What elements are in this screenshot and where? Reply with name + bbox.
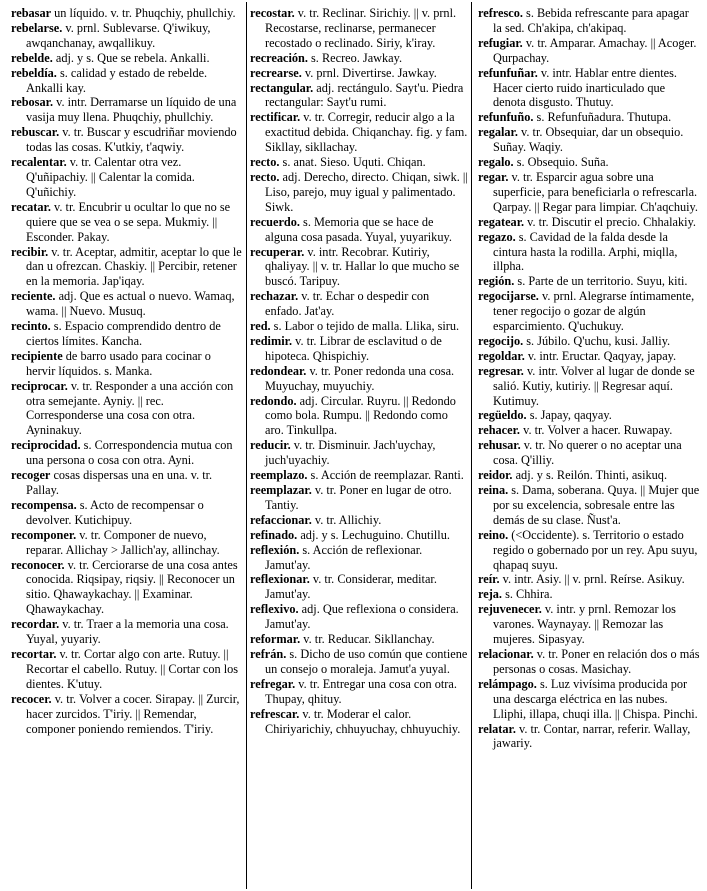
entry-definition: v. intr. y prnl. Remozar los varones. Waynayay. || Remozar las mujeres. Sipasyay.: [493, 602, 676, 647]
entry-headword: recipiente: [11, 348, 63, 363]
entry-definition: s. Labor o tejido de malla. Llika, siru.: [270, 319, 460, 334]
dictionary-entry: [478, 125, 700, 155]
dictionary-entry: [250, 468, 468, 483]
dictionary-entry: [478, 66, 700, 111]
dictionary-entry: [478, 587, 700, 602]
dictionary-entry: [250, 51, 468, 66]
entry-definition: v. tr. Echar o despedir con enfado. Jat'ay.: [265, 289, 430, 319]
entry-headword: refregar.: [250, 676, 296, 691]
entry-definition: v. intr. Recobrar. Kutiriy, qhaliyay. || v. tr. Hallar lo que mucho se buscó. Taripuy.: [265, 244, 460, 289]
entry-headword: recinto.: [11, 319, 51, 334]
dictionary-entry: [250, 81, 468, 111]
entry-headword: relámpago.: [478, 676, 537, 691]
entry-headword: recortar.: [11, 646, 57, 661]
entry-headword: rehusar.: [478, 438, 521, 453]
entry-headword: recoger: [11, 468, 51, 483]
dictionary-entry: [250, 707, 468, 737]
entry-headword: rectificar.: [250, 110, 301, 125]
entry-headword: regalar.: [478, 125, 518, 140]
entry-headword: recomponer.: [11, 527, 77, 542]
entry-definition: s. anat. Sieso. Uquti. Chiqan.: [279, 155, 426, 170]
entry-definition: v. tr. Poner en relación dos o más personas o cosas. Masichay.: [493, 646, 700, 676]
entry-definition: s. Correspondencia mutua con una persona o cosa con otra. Ayni.: [26, 438, 233, 468]
entry-definition: s. Parte de un territorio. Suyu, kiti.: [514, 274, 688, 289]
dictionary-entry: [11, 558, 243, 618]
dictionary-entry: [11, 200, 243, 245]
entry-headword: refresco.: [478, 6, 523, 20]
entry-definition: v. tr. Amparar. Amachay. || Acoger. Qurpachay.: [493, 35, 697, 65]
entry-headword: recrearse.: [250, 65, 302, 80]
dictionary-entry: [250, 438, 468, 468]
column-divider: [471, 2, 472, 889]
entry-definition: v. intr. Hablar entre dientes. Hacer cierto ruido inarticulado que denota disgusto. Thutuy.: [493, 65, 678, 110]
entry-definition: v. tr. Librar de esclavitud o de hipoteca. Qhispichiy.: [265, 333, 442, 363]
dictionary-entry: [478, 423, 700, 438]
entry-definition: (<Occidente). s. Territorio o estado regido o gobernado por un rey. Apu suyu, qhapaq suyu.: [493, 527, 698, 572]
dictionary-entry: [11, 379, 243, 439]
entry-headword: reina.: [478, 483, 509, 497]
dictionary-entry: [11, 245, 243, 290]
entry-definition: v. tr. No querer o no aceptar una cosa. Q'illiy.: [493, 438, 682, 468]
dictionary-entry: [478, 334, 700, 349]
entry-definition: v. tr. Cortar algo con arte. Rutuy. || Recortar el cabello. Rutuy. || Cortar con los dientes. K'utuy.: [26, 646, 239, 691]
entry-definition: v. tr. Cerciorarse de una cosa antes conocida. Riqsipay, riqsiy. || Reconocer un sitio. Qhawaykachay. || Examinar. Qhawaykachay.: [26, 557, 238, 617]
entry-headword: recuperar.: [250, 244, 305, 259]
dictionary-entry: [250, 647, 468, 677]
entry-headword: reciprocar.: [11, 378, 68, 393]
dictionary-entry: [478, 274, 700, 289]
dictionary-entry: [478, 349, 700, 364]
entry-headword: recibir.: [11, 244, 49, 259]
dictionary-entry: [478, 230, 700, 275]
entry-definition: s. Recreo. Jawkay.: [307, 50, 403, 65]
entry-headword: regatear.: [478, 214, 525, 229]
entry-definition: adj. rectángulo. Sayt'u. Piedra rectangular: Sayt'u rumi.: [265, 80, 464, 110]
entry-headword: relacionar.: [478, 646, 534, 661]
dictionary-entry: [478, 6, 700, 36]
entry-headword: refunfuño.: [478, 110, 534, 125]
dictionary-entry: [11, 289, 243, 319]
dictionary-entry: [11, 528, 243, 558]
dictionary-entry: [250, 6, 468, 51]
dictionary-entry: [478, 170, 700, 215]
entry-headword: reflexionar.: [250, 572, 310, 587]
dictionary-entry: [478, 722, 700, 752]
dictionary-entry: [11, 125, 243, 155]
entry-definition: v. tr. Poner redonda una cosa. Muyuchay, muyuchiy.: [265, 363, 455, 393]
entry-headword: regalo.: [478, 155, 514, 170]
entry-headword: recreación.: [250, 50, 308, 65]
entry-headword: recuerdo.: [250, 214, 300, 229]
dictionary-entry: [11, 95, 243, 125]
dictionary-entry: [250, 543, 468, 573]
entry-headword: redondear.: [250, 363, 307, 378]
dictionary-entry: [11, 66, 243, 96]
dictionary-entry: [250, 632, 468, 647]
entry-definition: v. prnl. Sublevarse. Q'iwikuy, awqanchanay, awqallikuy.: [26, 20, 211, 50]
entry-definition: s. Acción de reflexionar. Jamut'ay.: [265, 542, 423, 572]
entry-definition: v. tr. Encubrir u ocultar lo que no se quiere que se vea o se sepa. Mukmiy. || Esconder. Pakay.: [26, 199, 231, 244]
entry-definition: v. tr. Considerar, meditar. Jamut'ay.: [265, 572, 437, 602]
entry-headword: refrescar.: [250, 706, 300, 721]
entry-headword: regresar.: [478, 363, 524, 378]
dictionary-entry: [478, 572, 700, 587]
entry-definition: s. Cavidad de la falda desde la cintura hasta la rodilla. Arphi, miqlla, illpha.: [493, 229, 678, 274]
entry-definition: v. tr. Responder a una acción con otra semejante. Ayniy. || rec. Corresponderse una cosa con otra. Ayninakuy.: [26, 378, 234, 438]
entry-definition: v. tr. Aceptar, admitir, aceptar lo que le dan u ofrezcan. Chaskiy. || Percibir, retener en la memoria. Jap'iqay.: [26, 244, 242, 289]
entry-headword: reflexivo.: [250, 602, 299, 617]
dictionary-entry: [250, 677, 468, 707]
entry-definition: s. Bebida refrescante para apagar la sed. Ch'akipa, ch'akipaq.: [493, 6, 689, 35]
dictionary-entry: [11, 155, 243, 200]
dictionary-entry: [478, 364, 700, 409]
entry-headword: refugiar.: [478, 35, 523, 50]
entry-headword: recalentar.: [11, 155, 67, 170]
entry-definition: v. tr. Buscar y escudriñar moviendo todas las cosas. K'utkiy, t'aqwiy.: [26, 125, 237, 155]
entry-definition: adj. y s. Que se rebela. Ankalli.: [52, 50, 210, 65]
entry-definition: s. Chhira.: [502, 587, 553, 602]
entry-headword: reconocer.: [11, 557, 65, 572]
column-1: [11, 6, 243, 736]
entry-headword: recto.: [250, 155, 280, 170]
entry-headword: regazo.: [478, 229, 516, 244]
entry-headword: rebasar: [11, 6, 52, 20]
entry-definition: v. tr. Calentar otra vez. Q'uñipachiy. || Calentar la comida. Q'uñichiy.: [26, 155, 195, 199]
entry-definition: s. Japay, qaqyay.: [526, 408, 612, 423]
entry-headword: reflexión.: [250, 542, 300, 557]
entry-headword: recordar.: [11, 617, 60, 632]
entry-definition: v. tr. Disminuir. Jach'uychay, juch'uyachiy.: [265, 438, 436, 468]
entry-definition: s. Obsequio. Suña.: [513, 155, 609, 170]
entry-headword: refinado.: [250, 527, 298, 542]
entry-headword: reír.: [478, 572, 500, 587]
entry-headword: recostar.: [250, 6, 295, 20]
entry-headword: reemplazo.: [250, 468, 308, 483]
entry-definition: v. tr. Esparcir agua sobre una superficie, para beneficiarla o refrescarla. Qarpay. || Regar para limpiar. Ch'aqchuiy.: [493, 169, 698, 214]
dictionary-entry: [11, 6, 243, 21]
dictionary-entry: [250, 319, 468, 334]
entry-headword: refrán.: [250, 646, 287, 661]
entry-headword: recocer.: [11, 691, 52, 706]
dictionary-entry: [478, 408, 700, 423]
entry-headword: redondo.: [250, 393, 297, 408]
entry-headword: región.: [478, 274, 515, 289]
column-divider: [246, 2, 247, 889]
entry-headword: rebosar.: [11, 95, 54, 110]
entry-headword: recto.: [250, 169, 280, 184]
entry-definition: v. prnl. Alegrarse íntimamente, tener regocijo o gozar de algún esparcimiento. Q'uchukuy.: [493, 289, 695, 334]
dictionary-entry: [250, 602, 468, 632]
entry-definition: v. tr. Discutir el precio. Chhalakiy.: [524, 214, 696, 229]
entry-headword: reciprocidad.: [11, 438, 81, 453]
dictionary-entry: [11, 51, 243, 66]
entry-headword: reformar.: [250, 632, 301, 647]
dictionary-entry: [478, 647, 700, 677]
entry-definition: v. intr. Asiy. || v. prnl. Reírse. Asikuy.: [499, 572, 685, 587]
entry-headword: regocijo.: [478, 333, 524, 348]
entry-definition: s. Memoria que se hace de alguna cosa pasada. Yuyal, yuyarikuy.: [265, 214, 452, 244]
dictionary-entry: [250, 215, 468, 245]
dictionary-entry: [11, 617, 243, 647]
entry-headword: recompensa.: [11, 497, 77, 512]
entry-definition: adj. Circular. Ruyru. || Redondo como bola. Rumpu. || Redondo como aro. Tinkullpa.: [265, 393, 456, 438]
dictionary-entry: [478, 677, 700, 722]
entry-headword: relatar.: [478, 721, 516, 736]
entry-headword: reja.: [478, 587, 503, 602]
dictionary-entry: [478, 36, 700, 66]
entry-definition: adj. Derecho, directo. Chiqan, siwk. || Liso, parejo, muy igual y palimentado. Siwk.: [265, 169, 468, 214]
entry-definition: s. Refunfuñadura. Thutupa.: [533, 110, 672, 125]
entry-headword: refunfuñar.: [478, 65, 538, 80]
entry-definition: v. tr. Reducar. Sikllanchay.: [300, 632, 435, 647]
entry-definition: v. tr. Contar, narrar, referir. Wallay, jawariy.: [493, 721, 691, 751]
dictionary-entry: [250, 528, 468, 543]
entry-headword: rechazar.: [250, 289, 299, 304]
dictionary-entry: [478, 110, 700, 125]
dictionary-entry: [250, 245, 468, 290]
dictionary-entry: [478, 289, 700, 334]
entry-definition: v. intr. Eructar. Qaqyay, japay.: [524, 348, 677, 363]
entry-headword: rebelarse.: [11, 20, 63, 35]
entry-headword: rejuvenecer.: [478, 602, 542, 617]
entry-headword: reciente.: [11, 289, 56, 304]
entry-definition: s. calidad y estado de rebelde. Ankalli kay.: [26, 65, 208, 95]
entry-headword: rebeldía.: [11, 65, 57, 80]
entry-definition: s. Acción de reemplazar. Ranti.: [307, 468, 464, 483]
entry-definition: s. Dicho de uso común que contiene un consejo o moraleja. Jamut'a yuyal.: [265, 646, 468, 676]
entry-definition: v. tr. Traer a la memoria una cosa. Yuyal, yuyariy.: [26, 617, 229, 647]
entry-definition: adj. Que es actual o nuevo. Wamaq, wama. || Nuevo. Musuq.: [26, 289, 235, 319]
entry-definition: s. Espacio comprendido dentro de ciertos límites. Kancha.: [26, 319, 221, 348]
entry-definition: v. tr. Allichiy.: [311, 512, 382, 527]
dictionary-entry: [250, 110, 468, 155]
dictionary-entry: [478, 468, 700, 483]
entry-definition: s. Júbilo. Q'uchu, kusi. Jalliy.: [523, 333, 671, 348]
entry-definition: v. tr. Poner en lugar de otro. Tantiy.: [265, 483, 452, 512]
dictionary-entry: [250, 513, 468, 528]
entry-headword: red.: [250, 319, 271, 334]
entry-definition: v. tr. Reclinar. Sirichiy. || v. prnl. Recostarse, reclinarse, permanecer recostado o reclinado. Siriy, k'iray.: [265, 6, 457, 50]
dictionary-entry: [11, 349, 243, 379]
entry-headword: recatar.: [11, 199, 51, 214]
entry-definition: v. tr. Moderar el calor. Chiriyarichiy, chhuyuchay, chhuyuchiy.: [265, 706, 461, 736]
entry-headword: regüeldo.: [478, 408, 527, 423]
dictionary-entry: [250, 394, 468, 439]
column-3: [478, 6, 700, 751]
entry-definition: adj. y s. Reilón. Thinti, asikuq.: [512, 468, 668, 483]
entry-definition: s. Acto de recompensar o devolver. Kutichipuy.: [26, 497, 204, 527]
entry-headword: rehacer.: [478, 423, 521, 438]
entry-headword: rebelde.: [11, 50, 53, 65]
entry-headword: reino.: [478, 527, 509, 542]
entry-definition: un líquido. v. tr. Phuqchiy, phullchiy.: [51, 6, 236, 20]
entry-definition: adj. y s. Lechuguino. Chutillu.: [297, 527, 450, 542]
entry-headword: refaccionar.: [250, 512, 312, 527]
dictionary-entry: [478, 155, 700, 170]
dictionary-entry: [478, 483, 700, 528]
dictionary-entry: [478, 602, 700, 647]
entry-headword: regocijarse.: [478, 289, 539, 304]
entry-headword: regoldar.: [478, 348, 525, 363]
entry-definition: v. tr. Corregir, reducir algo a la exactitud debida. Chiqanchay. fig. y fam. Sikllay, sikllachay.: [265, 110, 468, 155]
dictionary-entry: [250, 483, 468, 513]
dictionary-entry: [250, 155, 468, 170]
entry-definition: s. Luz vivísima producida por una descarga eléctrica en las nubes. Lliphi, illapa, chuqi illa. || Chispa. Pinchi.: [493, 676, 698, 721]
dictionary-entry: [478, 438, 700, 468]
entry-headword: redimir.: [250, 333, 293, 348]
entry-definition: s. Dama, soberana. Quya. || Mujer que por su excelencia, sobresale entre las demás de su clase. Ñust'a.: [493, 483, 700, 527]
dictionary-entry: [11, 498, 243, 528]
entry-headword: rectangular.: [250, 80, 314, 95]
dictionary-entry: [11, 319, 243, 349]
entry-definition: v. tr. Volver a hacer. Ruwapay.: [520, 423, 673, 438]
entry-definition: v. tr. Entregar una cosa con otra. Thupay, qhituy.: [265, 676, 457, 706]
dictionary-entry: [11, 647, 243, 692]
entry-definition: adj. Que reflexiona o considera. Jamut'ay.: [265, 602, 459, 632]
entry-headword: reducir.: [250, 438, 291, 453]
dictionary-entry: [478, 528, 700, 573]
dictionary-entry: [478, 215, 700, 230]
dictionary-entry: [250, 170, 468, 215]
entry-headword: regar.: [478, 169, 509, 184]
entry-definition: de barro usado para cocinar o hervir líquidos. s. Manka.: [26, 348, 211, 378]
column-2: [250, 6, 468, 736]
entry-definition: v. tr. Obsequiar, dar un obsequio. Suñay. Waqiy.: [493, 125, 684, 155]
entry-definition: cosas dispersas una en una. v. tr. Pallay.: [26, 468, 213, 497]
entry-headword: reemplazar.: [250, 483, 312, 497]
dictionary-entry: [250, 66, 468, 81]
dictionary-entry: [250, 572, 468, 602]
dictionary-entry: [11, 692, 243, 737]
dictionary-entry: [250, 334, 468, 364]
entry-definition: v. prnl. Divertirse. Jawkay.: [301, 65, 437, 80]
entry-definition: v. intr. Derramarse un líquido de una vasija muy llena. Phuqchiy, phullchiy.: [26, 95, 237, 125]
entry-headword: reidor.: [478, 468, 513, 483]
dictionary-entry: [250, 289, 468, 319]
entry-definition: v. tr. Componer de nuevo, reparar. Allichay > Jallich'ay, allinchay.: [26, 527, 220, 557]
entry-definition: v. tr. Volver a cocer. Sirapay. || Zurcir, hacer zurcidos. T'iriy. || Remendar, componer poniendo remiendos. T'iriy.: [26, 691, 240, 736]
dictionary-entry: [11, 468, 243, 498]
entry-definition: v. intr. Volver al lugar de donde se salió. Kutiy, kutiriy. || Regresar aquí. Kutimuy.: [493, 363, 695, 408]
entry-headword: rebuscar.: [11, 125, 60, 140]
dictionary-entry: [11, 438, 243, 468]
dictionary-entry: [250, 364, 468, 394]
dictionary-entry: [11, 21, 243, 51]
